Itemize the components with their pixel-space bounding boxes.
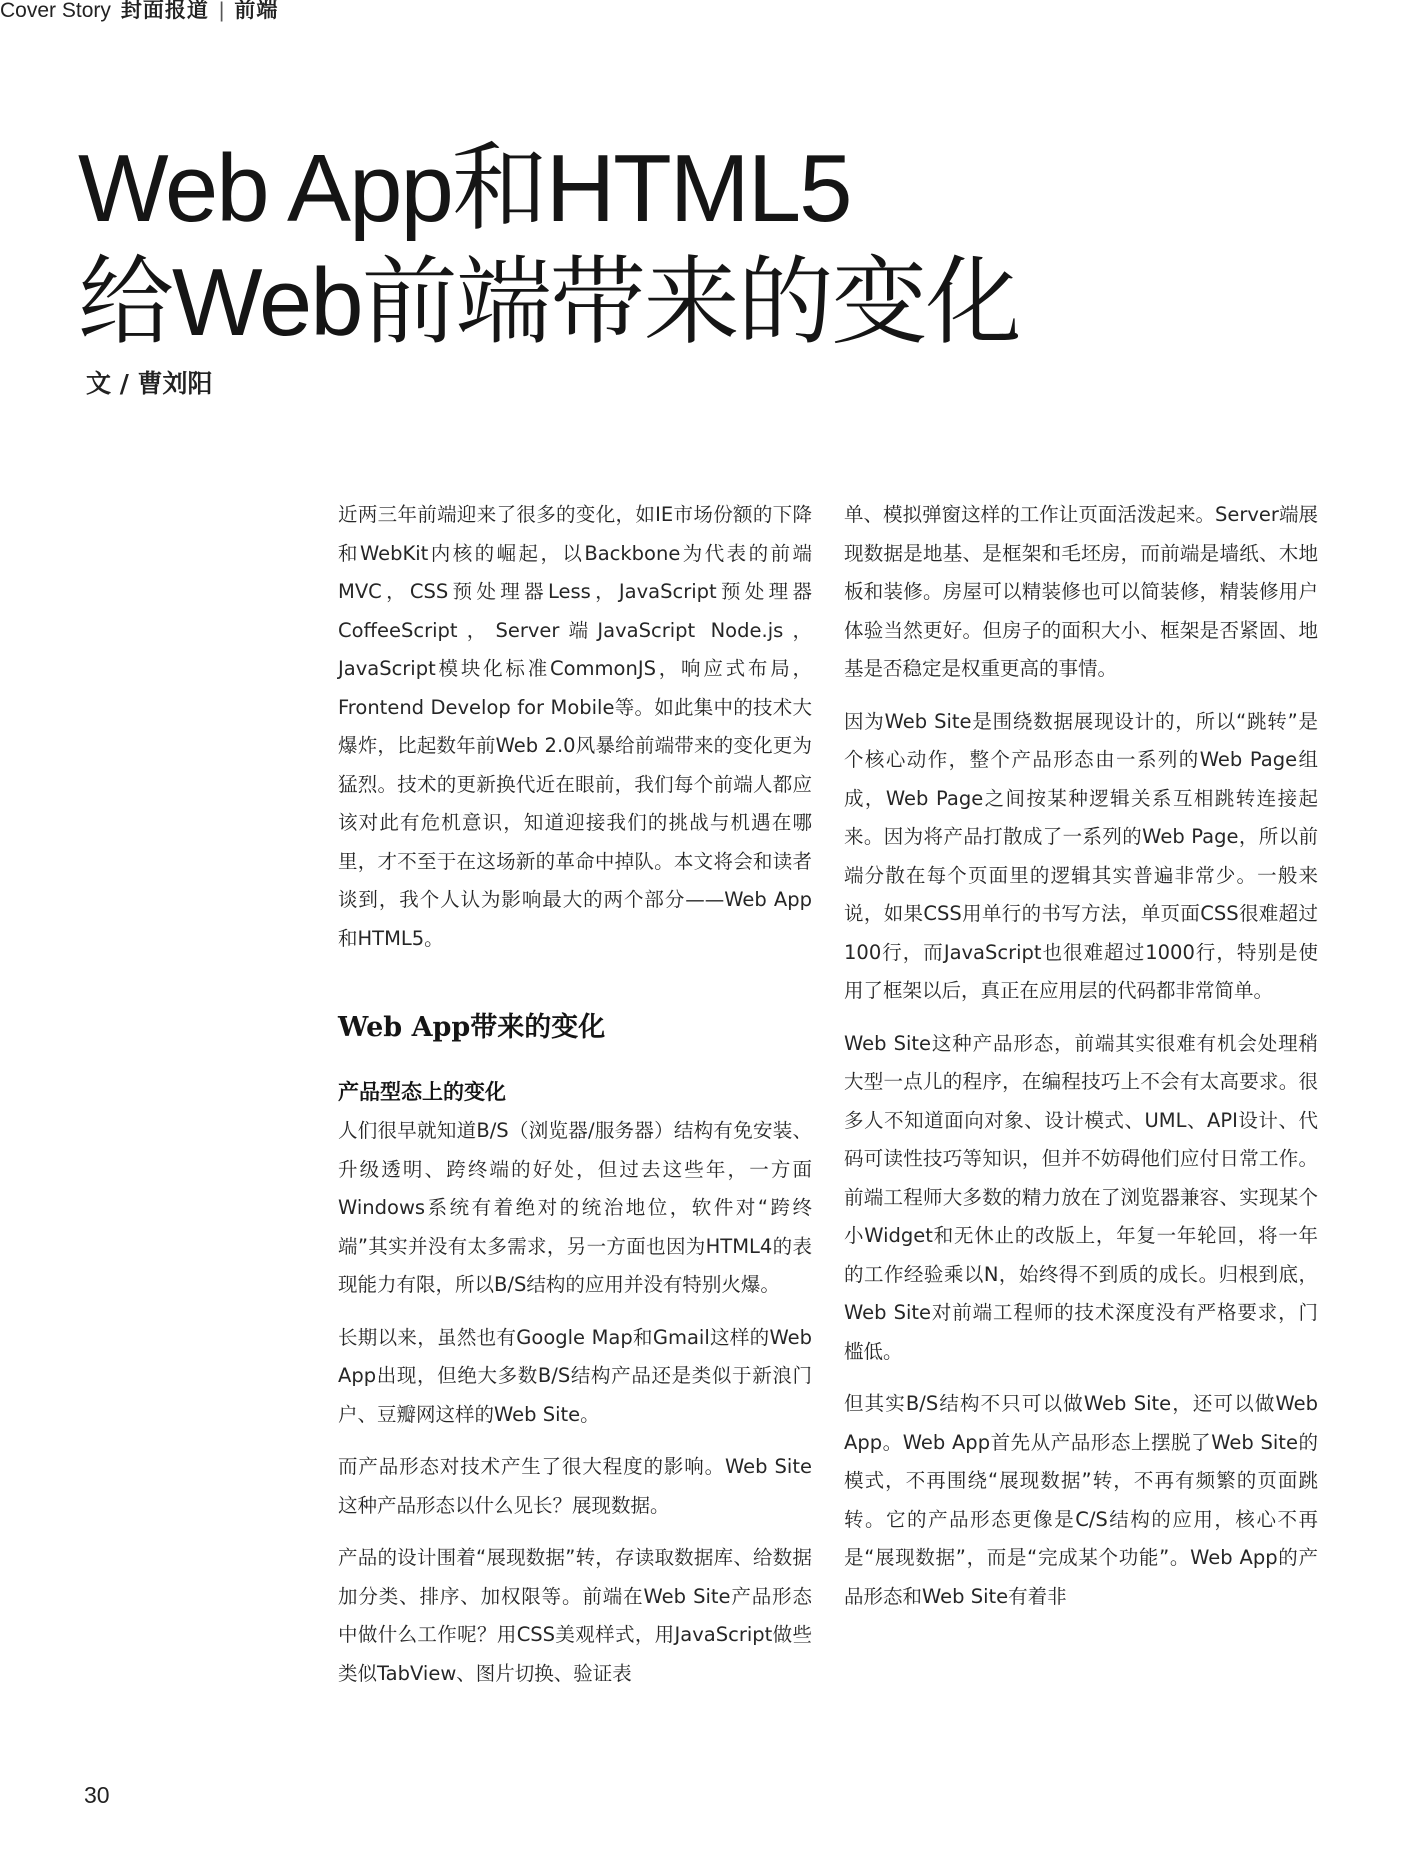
body-paragraph: 因为Web Site是围绕数据展现设计的，所以“跳转”是个核心动作，整个产品形态由一系列的Web Page组成，Web Page之间按某种逻辑关系互相跳转连接起来。因为将产品打散成了一系列的Web Page，所以前端分散在每个页面里的逻辑其实普遍非常少。一般来说，如果CSS用单行的书写方法，单页面CSS很难超过100行，而JavaScript也很难超过1000行，特别是使用了框架以后，真正在应用层的代码都非常简单。 bbox=[844, 709, 1318, 1002]
body-paragraph: 长期以来，虽然也有Google Map和Gmail这样的Web App出现，但绝大多数B/S结构产品还是类似于新浪门户、豆瓣网这样的Web Site。 bbox=[338, 1325, 812, 1426]
body-paragraph: 而产品形态对技术产生了很大程度的影响。Web Site这种产品形态以什么见长？展现数据。 bbox=[338, 1455, 812, 1517]
author-byline: 文 / 曹刘阳 bbox=[86, 369, 213, 398]
sub-heading: 产品型态上的变化 bbox=[338, 1080, 506, 1104]
header-separator: | bbox=[218, 0, 225, 22]
body-paragraph: 但其实B/S结构不只可以做Web Site，还可以做Web App。Web App首先从产品形态上摆脱了Web Site的模式，不再围绕“展现数据”转，不再有频繁的页面跳转。它的产品形态更像是C/S结构的应用，核心不再是“展现数据”，而是“完成某个功能”。Web App的产品形态和Web Site有着非 bbox=[844, 1392, 1318, 1608]
title-line-1: Web App和HTML5 bbox=[78, 135, 851, 242]
body-paragraph: 产品的设计围着“展现数据”转，存读取数据库、给数据加分类、排序、加权限等。前端在Web Site产品形态中做什么工作呢？用CSS美观样式，用JavaScript做些类似TabView、图片切换、验证表 bbox=[338, 1546, 812, 1685]
intro-paragraph: 近两三年前端迎来了很多的变化，如IE市场份额的下降和WebKit内核的崛起，以Backbone为代表的前端MVC，CSS预处理器Less，JavaScript预处理器CoffeeScript，Server端JavaScript Node.js，JavaScript模块化标准CommonJS，响应式布局，Frontend Develop for Mobile等。如此集中的技术大爆炸，比起数年前Web 2.0风暴给前端带来的变化更为猛烈。技术的更新换代近在眼前，我们每个前端人都应该对此有危机意识，知道迎接我们的挑战与机遇在哪里，才不至于在这场新的革命中掉队。本文将会和读者谈到，我个人认为影响最大的两个部分——Web App和HTML5。 bbox=[338, 503, 812, 950]
body-paragraph: 人们很早就知道B/S（浏览器/服务器）结构有免安装、升级透明、跨终端的好处，但过去这些年，一方面Windows系统有着绝对的统治地位，软件对“跨终端”其实并没有太多需求，另一方面也因为HTML4的表现能力有限，所以B/S结构的应用并没有特别火爆。 bbox=[338, 1119, 812, 1296]
running-header bbox=[0, 0, 279, 22]
body-paragraph: Web Site这种产品形态，前端其实很难有机会处理稍大型一点儿的程序，在编程技巧上不会有太高要求。很多人不知道面向对象、设计模式、UML、API设计、代码可读性技巧等知识，但并不妨碍他们应付日常工作。前端工程师大多数的精力放在了浏览器兼容、实现某个小Widget和无休止的改版上，年复一年轮回，将一年的工作经验乘以N，始终得不到质的成长。归根到底，Web Site对前端工程师的技术深度没有严格要求，门槛低。 bbox=[844, 1031, 1318, 1363]
header-category: 封面报道 bbox=[120, 0, 209, 22]
header-section: 前端 bbox=[234, 0, 279, 22]
article-title bbox=[78, 132, 1020, 360]
right-column bbox=[844, 496, 1318, 1630]
page-number: 30 bbox=[84, 1782, 110, 1808]
section-heading: Web App带来的变化 bbox=[338, 1012, 606, 1043]
body-paragraph: 单、模拟弹窗这样的工作让页面活泼起来。Server端展现数据是地基、是框架和毛坯房，而前端是墙纸、木地板和装修。房屋可以精装修也可以简装修，精装修用户体验当然更好。但房子的面积大小、框架是否紧固、地基是否稳定是权重更高的事情。 bbox=[844, 503, 1318, 680]
title-line-2: 给Web前端带来的变化 bbox=[78, 249, 1020, 356]
left-column bbox=[338, 496, 812, 1707]
header-series: Cover Story bbox=[0, 0, 111, 22]
